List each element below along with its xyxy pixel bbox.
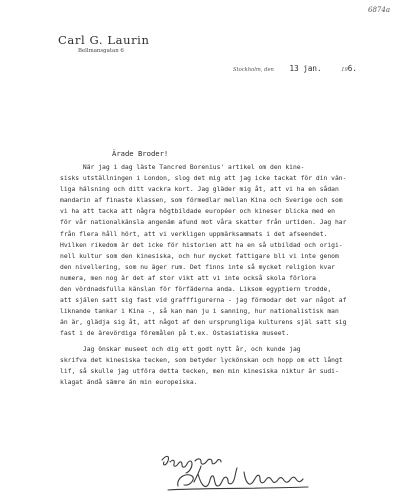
paragraph-2 xyxy=(60,344,396,388)
date-city: Stockholm, den xyxy=(233,67,274,73)
handwritten-signature xyxy=(158,452,338,498)
body-line: vi ha att tacka att några högtbildade européer och kineser blicka med en xyxy=(60,208,335,216)
salutation: Ärade Broder! xyxy=(112,149,169,158)
body-line: än är, glädja sig åt, att något af den ursprungliga kulturens själ satt sig xyxy=(60,319,347,327)
body-line: När jag i dag läste Tancred Borenius' artikel om den kine- xyxy=(60,164,305,171)
paragraph-1 xyxy=(60,162,396,340)
body-line: sisks utställningen i London, slog det mig att jag icke tackat för din vän- xyxy=(60,175,347,183)
body-line: Hvilken rikedom är det icke för historien att ha en så utbildad och origi- xyxy=(60,241,343,249)
archive-number: 6874a xyxy=(368,6,390,14)
body-line: att själen satt sig fast vid grafffigurerna - jag förmodar det var något af xyxy=(60,297,347,305)
body-line: mandarin af finaste klassen, som förmedlar mellan Kina och Sverige och som xyxy=(60,197,343,205)
body-line: lif, så skulle jag utföra detta tecken, men min kinesiska niktur är sudi- xyxy=(60,367,339,375)
dateline xyxy=(233,56,357,75)
body-line: skrifva det kinesiska tecken, som betyder lyckönskan och hopp om ett långt xyxy=(60,356,343,364)
body-line: från flera håll hört, att vi verkligen uppmärksammats i det afseendet. xyxy=(60,230,328,238)
letterhead xyxy=(58,33,149,54)
body-line: liknande tankar i Kina -, så kan man ju i sanning, hur nationalistisk man xyxy=(60,308,339,316)
body-line: klagat ändå sämre än min europeiska. xyxy=(60,378,198,386)
letterhead-name: Carl G. Laurin xyxy=(58,33,150,47)
body-line: numera, men nog är det af stor vikt att vi inte också skola förlora xyxy=(60,274,316,282)
body-line: Jag önskar museet och dig ett godt nytt år, och kunde jag xyxy=(60,345,301,353)
date-day-month: 13 jan. xyxy=(289,64,322,73)
body-line: den nivellering, som nu äger rum. Det finns inte så mycket religion kvar xyxy=(60,263,335,271)
body-line: liga hälsning och ditt vackra kort. Jag gläder mig åt, att vi ha en sådan xyxy=(60,186,339,194)
date-year-suffix: 6. xyxy=(347,64,357,73)
date-year-prefix: 19 xyxy=(341,67,348,73)
letter-body xyxy=(60,162,396,388)
body-line: för vår nationalkänsla angenäm afund mot våra skatter från urtiden. Jag har xyxy=(60,219,347,227)
signature-drawing xyxy=(158,452,338,494)
letterhead-address: Bellmansgatan 6 xyxy=(78,48,124,54)
body-line: nell kultur som den kinesiska, och hur mycket fattigare bli vi inte genom xyxy=(60,252,339,260)
body-line: fast i de ärevördiga föremålen på t.ex. Ostasiatiska museet. xyxy=(60,330,290,338)
body-line: den vördnadsfulla känslan för förfäderna anda. Liksom egyptiern trodde, xyxy=(60,286,332,294)
